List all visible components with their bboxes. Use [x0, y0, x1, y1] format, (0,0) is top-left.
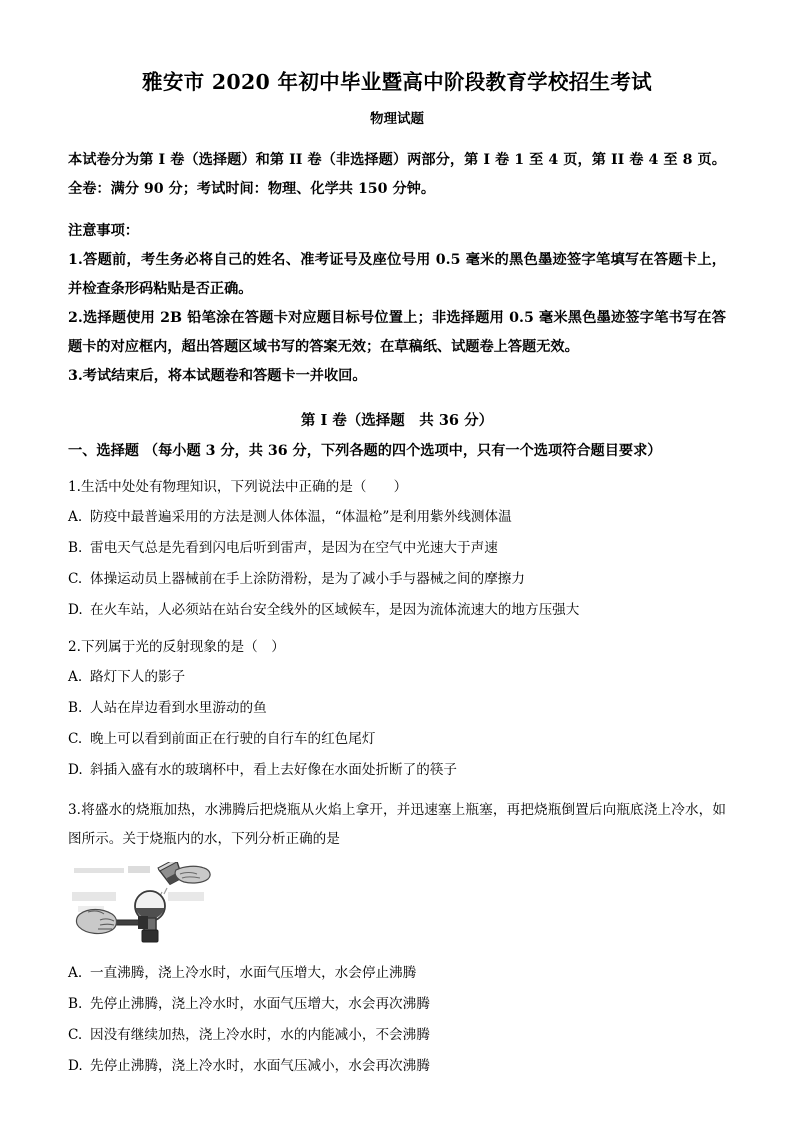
question-2 [68, 633, 726, 786]
option-letter: C. [68, 731, 83, 748]
question-3-option-c[interactable] [68, 1020, 726, 1051]
notice-label: 注意事项： [68, 222, 139, 239]
option-text: 体操运动员上器械前在手上涂防滑粉，是为了减小手与器械之间的摩擦力 [90, 571, 525, 588]
section-heading-multiple-choice: 一、选择题 （每小题 3 分，共 36 分，下列各题的四个选项中，只有一个选项符合题目要求） [68, 443, 662, 460]
option-text: 在火车站，人必须站在站台安全线外的区域候车，是因为流体流速大的地方压强大 [90, 602, 580, 619]
question-2-option-a[interactable] [68, 662, 726, 693]
option-letter: B. [68, 540, 83, 557]
question-2-option-d[interactable] [68, 755, 726, 786]
question-2-options [68, 662, 726, 786]
notice-item-3: 3.考试结束后，将本试题卷和答题卡一并收回。 [68, 367, 367, 384]
page-title: 雅安市 2020 年初中毕业暨高中阶段教育学校招生考试 [142, 70, 652, 94]
notice-item-2: 2.选择题使用 2B 铅笔涂在答题卡对应题目标号位置上；非选择题用 0.5 毫米黑色墨迹签字笔书写在答题卡的对应框内，超出答题区域书写的答案无效；在草稿纸、试题卷上答题无效。 [68, 309, 726, 355]
option-text: 雷电天气总是先看到闪电后听到雷声，是因为在空气中光速大于声速 [90, 540, 498, 557]
question-3-stem: 3.将盛水的烧瓶加热，水沸腾后把烧瓶从火焰上拿开，并迅速塞上瓶塞，再把烧瓶倒置后向瓶底浇上冷水，如图所示。关于烧瓶内的水，下列分析正确的是 [68, 802, 726, 848]
option-letter: B. [68, 996, 83, 1013]
option-letter: A. [68, 669, 83, 686]
inverted-flask-cold-water-experiment-icon [72, 862, 222, 952]
question-3-figure [72, 862, 222, 952]
option-letter: C. [68, 571, 83, 588]
option-text: 晚上可以看到前面正在行驶的自行车的红色尾灯 [90, 731, 376, 748]
question-3-options [68, 958, 726, 1082]
question-1-option-d[interactable] [68, 595, 726, 626]
intro-block [68, 146, 726, 391]
part-one-heading: 第 I 卷（选择题 共 36 分） [300, 411, 494, 429]
question-2-option-b[interactable] [68, 693, 726, 724]
option-letter: B. [68, 700, 83, 717]
option-text: 一直沸腾，浇上冷水时，水面气压增大，水会停止沸腾 [90, 965, 417, 982]
option-text: 先停止沸腾，浇上冷水时，水面气压减小，水会再次沸腾 [90, 1058, 430, 1075]
notice-item-1: 1.答题前，考生务必将自己的姓名、准考证号及座位号用 0.5 毫米的黑色墨迹签字笔填写在答题卡上，并检查条形码粘贴是否正确。 [68, 251, 726, 297]
question-1-option-a[interactable] [68, 502, 726, 533]
option-letter: C. [68, 1027, 83, 1044]
option-text: 防疫中最普遍采用的方法是测人体体温，“体温枪”是利用紫外线测体温 [90, 509, 512, 526]
option-text: 人站在岸边看到水里游动的鱼 [90, 700, 267, 717]
intro-paragraph: 本试卷分为第 I 卷（选择题）和第 II 卷（非选择题）两部分，第 I 卷 1 至 4 页，第 II 卷 4 至 8 页。全卷：满分 90 分；考试时间：物理、化学共 150 分钟。 [68, 151, 726, 197]
option-letter: D. [68, 1058, 83, 1075]
option-text: 斜插入盛有水的玻璃杯中，看上去好像在水面处折断了的筷子 [90, 762, 458, 779]
option-letter: D. [68, 762, 83, 779]
question-3-option-a[interactable] [68, 958, 726, 989]
question-2-stem: 2.下列属于光的反射现象的是（ ） [68, 639, 285, 656]
question-1-option-b[interactable] [68, 533, 726, 564]
question-3-option-b[interactable] [68, 989, 726, 1020]
option-letter: A. [68, 965, 83, 982]
option-letter: D. [68, 602, 83, 619]
question-1-options [68, 502, 726, 626]
question-2-option-c[interactable] [68, 724, 726, 755]
question-3-option-d[interactable] [68, 1051, 726, 1082]
page-content [68, 0, 726, 1082]
page-subtitle: 物理试题 [370, 110, 424, 127]
question-1-stem: 1.生活中处处有物理知识，下列说法中正确的是（ ） [68, 479, 408, 496]
option-text: 路灯下人的影子 [90, 669, 186, 686]
option-text: 先停止沸腾，浇上冷水时，水面气压增大，水会再次沸腾 [90, 996, 430, 1013]
option-text: 因没有继续加热，浇上冷水时，水的内能减小，不会沸腾 [90, 1027, 430, 1044]
option-letter: A. [68, 509, 83, 526]
question-3 [68, 796, 726, 1082]
question-1-option-c[interactable] [68, 564, 726, 595]
question-1 [68, 473, 726, 626]
